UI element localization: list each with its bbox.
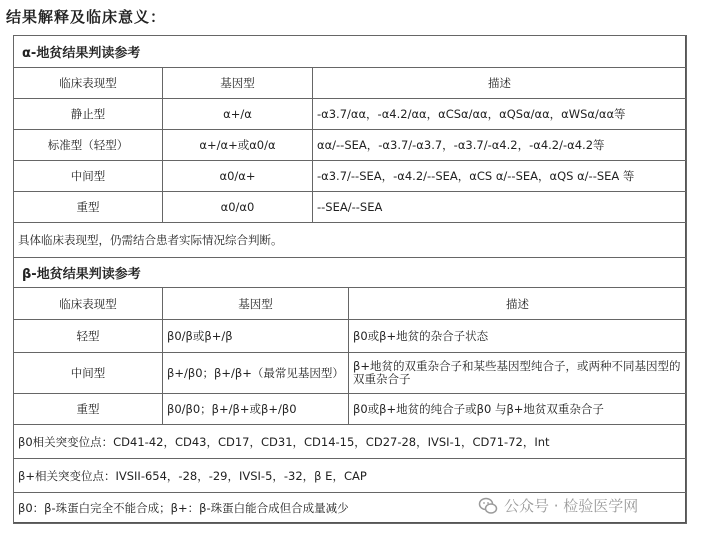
beta-phenotype: 重型 [14, 394, 163, 425]
alpha-phenotype: 标准型（轻型） [14, 130, 163, 161]
alpha-table-title: α-地贫结果判读参考 [14, 36, 687, 68]
beta-genotype: β0/β0；β+/β+或β+/β0 [163, 394, 349, 425]
watermark-text: 公众号 · 检验医学网 [504, 497, 639, 515]
wechat-icon [478, 496, 498, 516]
alpha-desc: -α3.7/αα，-α4.2/αα，αCSα/αα，αQSα/αα，αWSα/αα等 [313, 99, 687, 130]
alpha-phenotype: 中间型 [14, 161, 163, 192]
beta-genotype: β+/β0；β+/β+（最常见基因型） [163, 353, 349, 394]
table-row [14, 353, 687, 394]
section-heading: 结果解释及临床意义： [6, 8, 167, 26]
alpha-table [13, 35, 687, 258]
beta-desc: β0或β+地贫的杂合子状态 [349, 320, 687, 353]
alpha-desc: αα/--SEA，-α3.7/-α3.7，-α3.7/-α4.2，-α4.2/-α4.2等 [313, 130, 687, 161]
alpha-desc: -α3.7/--SEA，-α4.2/--SEA，αCS α/--SEA，αQS α/--SEA 等 [313, 161, 687, 192]
beta-note-definition: β0：β-珠蛋白完全不能合成；β+：β-珠蛋白能合成但合成量减少 [14, 493, 687, 524]
table-row [14, 394, 687, 425]
alpha-phenotype: 静止型 [14, 99, 163, 130]
alpha-desc: --SEA/--SEA [313, 192, 687, 223]
beta-note-mutations-zero: β0相关突变位点：CD41-42，CD43，CD17，CD31，CD14-15，CD27-28，IVSI-1，CD71-72，Int [14, 425, 687, 459]
alpha-genotype: α+/α+或α0/α [163, 130, 313, 161]
alpha-genotype: α0/α+ [163, 161, 313, 192]
table-row [14, 192, 687, 223]
beta-header-genotype: 基因型 [163, 288, 349, 320]
beta-desc: β0或β+地贫的纯合子或β0 与β+地贫双重杂合子 [349, 394, 687, 425]
alpha-note: 具体临床表现型，仍需结合患者实际情况综合判断。 [14, 223, 687, 258]
alpha-phenotype: 重型 [14, 192, 163, 223]
alpha-header-desc: 描述 [313, 68, 687, 99]
beta-table-title: β-地贫结果判读参考 [14, 258, 687, 288]
beta-desc: β+地贫的双重杂合子和某些基因型纯合子，或两种不同基因型的双重杂合子 [349, 353, 687, 394]
alpha-header-phenotype: 临床表现型 [14, 68, 163, 99]
beta-phenotype: 中间型 [14, 353, 163, 394]
beta-header-desc: 描述 [349, 288, 687, 320]
alpha-genotype: α+/α [163, 99, 313, 130]
watermark [478, 495, 638, 516]
alpha-header-genotype: 基因型 [163, 68, 313, 99]
table-row [14, 130, 687, 161]
alpha-genotype: α0/α0 [163, 192, 313, 223]
beta-header-phenotype: 临床表现型 [14, 288, 163, 320]
table-row [14, 99, 687, 130]
beta-note-mutations-plus: β+相关突变位点：IVSII-654，-28，-29，IVSI-5，-32，β E，CAP [14, 459, 687, 493]
table-row [14, 320, 687, 353]
beta-phenotype: 轻型 [14, 320, 163, 353]
table-row [14, 161, 687, 192]
beta-genotype: β0/β或β+/β [163, 320, 349, 353]
beta-table [13, 257, 687, 524]
